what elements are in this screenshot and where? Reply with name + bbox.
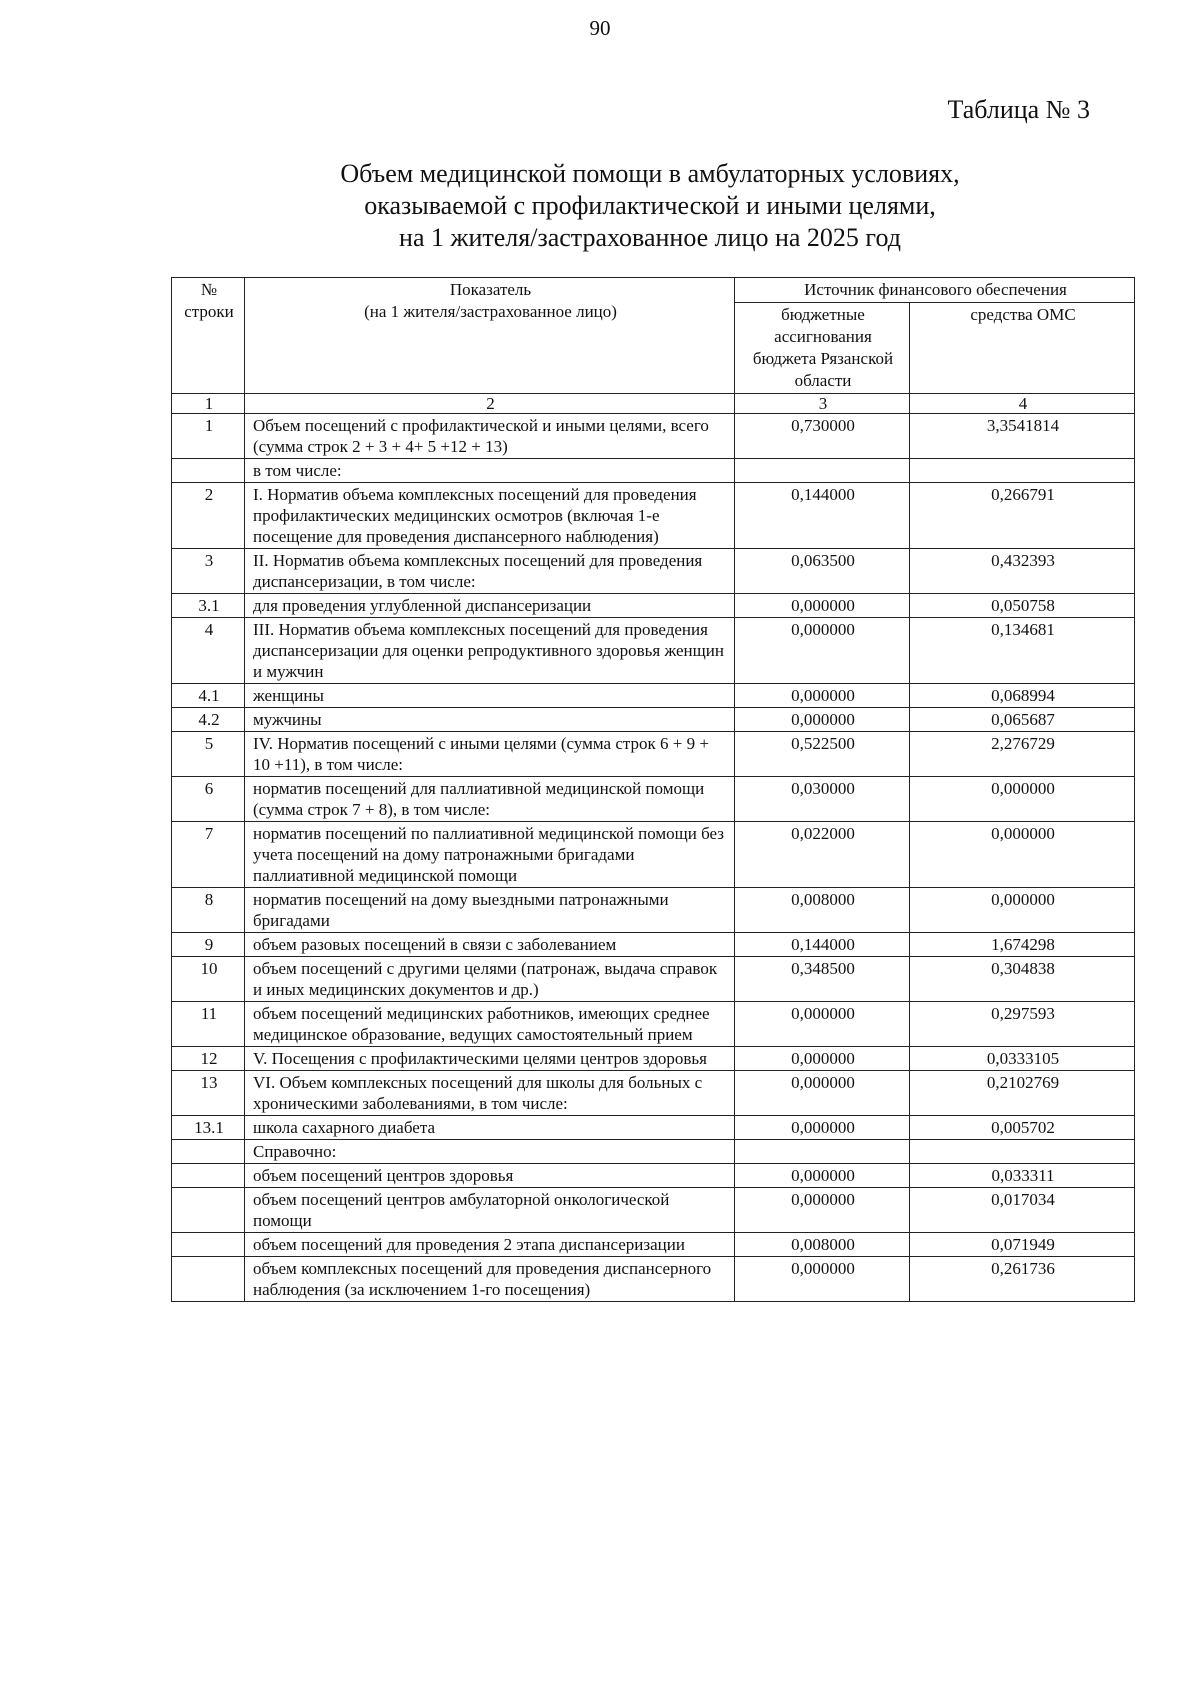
indicator-cell: мужчины [245, 708, 735, 732]
row-number-cell: 2 [172, 483, 245, 549]
indicator-cell: IV. Норматив посещений с иными целями (сумма строк 6 + 9 + 10 +11), в том числе: [245, 732, 735, 777]
oms-value-cell [910, 1140, 1135, 1164]
indicator-cell: объем посещений с другими целями (патронаж, выдача справок и иных медицинских документов и др.) [245, 957, 735, 1002]
budget-value-cell: 0,008000 [735, 1233, 910, 1257]
budget-value-cell: 0,000000 [735, 1164, 910, 1188]
header-row [172, 278, 1135, 303]
indicator-cell: норматив посещений для паллиативной медицинской помощи (сумма строк 7 + 8), в том числе: [245, 777, 735, 822]
row-number-cell: 5 [172, 732, 245, 777]
header-indicator-note: (на 1 жителя/застрахованное лицо) [364, 302, 617, 321]
volume-table [171, 277, 1135, 1302]
budget-value-cell [735, 459, 910, 483]
oms-value-cell: 0,000000 [910, 777, 1135, 822]
indicator-cell: II. Норматив объема комплексных посещений для проведения диспансеризации, в том числе: [245, 549, 735, 594]
table-row [172, 618, 1135, 684]
row-number-cell: 7 [172, 822, 245, 888]
column-number: 4 [910, 394, 1135, 414]
budget-value-cell: 0,730000 [735, 414, 910, 459]
oms-value-cell: 0,017034 [910, 1188, 1135, 1233]
row-number-cell: 9 [172, 933, 245, 957]
oms-value-cell: 0,304838 [910, 957, 1135, 1002]
indicator-cell: объем посещений медицинских работников, имеющих среднее медицинское образование, ведущих самостоятельный прием [245, 1002, 735, 1047]
budget-value-cell: 0,000000 [735, 1188, 910, 1233]
oms-value-cell: 1,674298 [910, 933, 1135, 957]
header-indicator-title: Показатель [449, 280, 532, 299]
row-number-cell: 4.2 [172, 708, 245, 732]
header-oms: средства ОМС [910, 303, 1135, 394]
table-row [172, 1257, 1135, 1302]
row-number-cell [172, 1257, 245, 1302]
table-row [172, 1164, 1135, 1188]
budget-value-cell: 0,348500 [735, 957, 910, 1002]
budget-value-cell: 0,000000 [735, 1071, 910, 1116]
table-row [172, 1002, 1135, 1047]
table-row [172, 888, 1135, 933]
column-number: 1 [172, 394, 245, 414]
oms-value-cell: 0,2102769 [910, 1071, 1135, 1116]
title-line: на 1 жителя/застрахованное лицо на 2025 год [399, 223, 901, 252]
indicator-cell: объем разовых посещений в связи с заболеванием [245, 933, 735, 957]
row-number-cell [172, 1140, 245, 1164]
table-row [172, 933, 1135, 957]
row-number-cell [172, 1164, 245, 1188]
row-number-cell: 3 [172, 549, 245, 594]
header-funding-source: Источник финансового обеспечения [735, 278, 1135, 303]
table-row [172, 822, 1135, 888]
indicator-cell: Справочно: [245, 1140, 735, 1164]
table-row [172, 684, 1135, 708]
document-title [240, 158, 1060, 254]
row-number-cell [172, 1188, 245, 1233]
table-row [172, 957, 1135, 1002]
indicator-cell: школа сахарного диабета [245, 1116, 735, 1140]
budget-value-cell: 0,008000 [735, 888, 910, 933]
table-row [172, 483, 1135, 549]
indicator-cell: III. Норматив объема комплексных посещений для проведения диспансеризации для оценки репродуктивного здоровья женщин и мужчин [245, 618, 735, 684]
table-row [172, 1047, 1135, 1071]
oms-value-cell: 0,297593 [910, 1002, 1135, 1047]
table-row [172, 1233, 1135, 1257]
column-number: 2 [245, 394, 735, 414]
table-row [172, 1140, 1135, 1164]
budget-value-cell: 0,144000 [735, 933, 910, 957]
budget-value-cell: 0,030000 [735, 777, 910, 822]
indicator-cell: объем посещений центров амбулаторной онкологической помощи [245, 1188, 735, 1233]
budget-value-cell: 0,000000 [735, 618, 910, 684]
budget-value-cell: 0,522500 [735, 732, 910, 777]
row-number-cell: 3.1 [172, 594, 245, 618]
table-row [172, 459, 1135, 483]
header-row-no: № строки [172, 278, 245, 394]
table-row [172, 1071, 1135, 1116]
table-row [172, 414, 1135, 459]
oms-value-cell: 0,071949 [910, 1233, 1135, 1257]
indicator-cell: объем комплексных посещений для проведения диспансерного наблюдения (за исключением 1-го посещения) [245, 1257, 735, 1302]
table-body [172, 414, 1135, 1302]
budget-value-cell: 0,000000 [735, 1047, 910, 1071]
table-row [172, 1116, 1135, 1140]
column-number-row [172, 394, 1135, 414]
budget-value-cell: 0,000000 [735, 1257, 910, 1302]
row-number-cell: 11 [172, 1002, 245, 1047]
oms-value-cell: 0,0333105 [910, 1047, 1135, 1071]
indicator-cell: норматив посещений по паллиативной медицинской помощи без учета посещений на дому патронажными бригадами паллиативной медицинской помощи [245, 822, 735, 888]
table-row [172, 549, 1135, 594]
row-number-cell [172, 459, 245, 483]
indicator-cell: I. Норматив объема комплексных посещений для проведения профилактических медицинских осмотров (включая 1-е посещение для проведения диспансерного наблюдения) [245, 483, 735, 549]
row-number-cell: 10 [172, 957, 245, 1002]
budget-value-cell: 0,144000 [735, 483, 910, 549]
row-number-cell: 1 [172, 414, 245, 459]
indicator-cell: для проведения углубленной диспансеризации [245, 594, 735, 618]
oms-value-cell: 2,276729 [910, 732, 1135, 777]
oms-value-cell: 0,000000 [910, 888, 1135, 933]
budget-value-cell: 0,000000 [735, 594, 910, 618]
indicator-cell: женщины [245, 684, 735, 708]
indicator-cell: норматив посещений на дому выездными патронажными бригадами [245, 888, 735, 933]
oms-value-cell [910, 459, 1135, 483]
budget-value-cell: 0,000000 [735, 684, 910, 708]
indicator-cell: в том числе: [245, 459, 735, 483]
row-number-cell [172, 1233, 245, 1257]
indicator-cell: VI. Объем комплексных посещений для школы для больных с хроническими заболеваниями, в том числе: [245, 1071, 735, 1116]
oms-value-cell: 0,432393 [910, 549, 1135, 594]
header-budget: бюджетные ассигнования бюджета Рязанской области [735, 303, 910, 394]
indicator-cell: V. Посещения с профилактическими целями центров здоровья [245, 1047, 735, 1071]
row-number-cell: 8 [172, 888, 245, 933]
oms-value-cell: 3,3541814 [910, 414, 1135, 459]
budget-value-cell [735, 1140, 910, 1164]
oms-value-cell: 0,261736 [910, 1257, 1135, 1302]
row-number-cell: 13.1 [172, 1116, 245, 1140]
table-row [172, 777, 1135, 822]
indicator-cell: объем посещений центров здоровья [245, 1164, 735, 1188]
oms-value-cell: 0,050758 [910, 594, 1135, 618]
title-line: Объем медицинской помощи в амбулаторных условиях, [340, 159, 960, 188]
budget-value-cell: 0,000000 [735, 1002, 910, 1047]
title-line: оказываемой с профилактической и иными целями, [364, 191, 936, 220]
indicator-cell: Объем посещений с профилактической и иными целями, всего (сумма строк 2 + 3 + 4+ 5 +12 + 13) [245, 414, 735, 459]
oms-value-cell: 0,033311 [910, 1164, 1135, 1188]
oms-value-cell: 0,005702 [910, 1116, 1135, 1140]
budget-value-cell: 0,000000 [735, 708, 910, 732]
row-number-cell: 12 [172, 1047, 245, 1071]
table-row [172, 732, 1135, 777]
oms-value-cell: 0,065687 [910, 708, 1135, 732]
budget-value-cell: 0,000000 [735, 1116, 910, 1140]
row-number-cell: 6 [172, 777, 245, 822]
row-number-cell: 13 [172, 1071, 245, 1116]
oms-value-cell: 0,000000 [910, 822, 1135, 888]
row-number-cell: 4 [172, 618, 245, 684]
header-indicator [245, 278, 735, 394]
budget-value-cell: 0,063500 [735, 549, 910, 594]
indicator-cell: объем посещений для проведения 2 этапа диспансеризации [245, 1233, 735, 1257]
oms-value-cell: 0,068994 [910, 684, 1135, 708]
table-row [172, 1188, 1135, 1233]
table-row [172, 708, 1135, 732]
oms-value-cell: 0,266791 [910, 483, 1135, 549]
table-label: Таблица № 3 [947, 95, 1090, 124]
row-number-cell: 4.1 [172, 684, 245, 708]
table-row [172, 594, 1135, 618]
oms-value-cell: 0,134681 [910, 618, 1135, 684]
column-number: 3 [735, 394, 910, 414]
budget-value-cell: 0,022000 [735, 822, 910, 888]
page-number: 90 [589, 16, 611, 40]
